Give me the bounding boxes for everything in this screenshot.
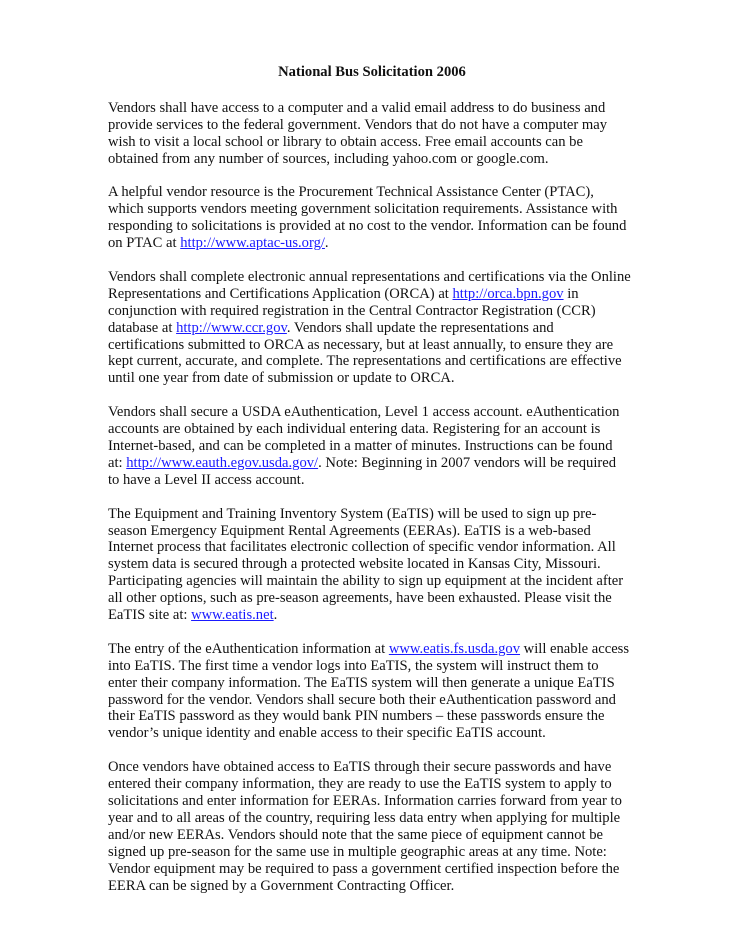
text-line: password for the vendor. Vendors shall secure both their eAuthentication password and bbox=[108, 691, 616, 708]
ptac-link[interactable]: http://www.aptac-us.org/ bbox=[180, 235, 325, 252]
text-line: to have a Level II access account. bbox=[108, 471, 305, 488]
paragraph-orca bbox=[108, 269, 636, 387]
text-line: A helpful vendor resource is the Procurement Technical Assistance Center (PTAC), bbox=[108, 184, 594, 201]
ccr-link[interactable]: http://www.ccr.gov bbox=[176, 319, 287, 336]
text-line: season Emergency Equipment Rental Agreements (EERAs). EaTIS is a web-based bbox=[108, 522, 591, 539]
text-line: Vendor equipment may be required to pass a government certified inspection before the bbox=[108, 860, 620, 877]
text-line: certifications submitted to ORCA as necessary, but at least annually, to ensure they are bbox=[108, 336, 614, 353]
text-line bbox=[108, 607, 636, 624]
text-line: vendor’s unique identity and enable access to their specific EaTIS account. bbox=[108, 725, 546, 742]
text-line: signed up pre-season for the same use in multiple geographic areas at any time. Note: bbox=[108, 843, 607, 860]
text-line: responding to solicitations is provided at no cost to the vendor. Information can be found bbox=[108, 218, 627, 235]
text-line: The Equipment and Training Inventory System (EaTIS) will be used to sign up pre- bbox=[108, 505, 597, 522]
text-segment: EaTIS site at: bbox=[108, 607, 192, 624]
text-line bbox=[108, 641, 636, 658]
text-segment: . bbox=[324, 235, 329, 252]
text-line: Once vendors have obtained access to EaTIS through their secure passwords and have bbox=[108, 759, 612, 776]
text-segment: . Note: Beginning in 2007 vendors will be required bbox=[318, 454, 617, 471]
text-line: kept current, accurate, and complete. The representations and certifications are effective bbox=[108, 353, 622, 370]
text-line: their EaTIS password as they would bank PIN numbers – these passwords ensure the bbox=[108, 708, 605, 725]
text-segment: The entry of the eAuthentication information at bbox=[108, 640, 389, 657]
paragraph-eatis-access bbox=[108, 641, 636, 742]
text-line bbox=[108, 235, 636, 252]
text-line: Vendors shall secure a USDA eAuthentication, Level 1 access account. eAuthentication bbox=[108, 404, 620, 421]
text-segment: on PTAC at bbox=[108, 235, 181, 252]
text-line: accounts are obtained by each individual entering data. Registering for an account is bbox=[108, 421, 601, 438]
text-line: EERA can be signed by a Government Contracting Officer. bbox=[108, 877, 455, 894]
text-segment: Representations and Certifications Application (ORCA) at bbox=[108, 285, 453, 302]
text-line: provide services to the federal government. Vendors that do not have a computer may bbox=[108, 116, 608, 133]
paragraph-ptac bbox=[108, 184, 636, 252]
document-page bbox=[108, 64, 636, 911]
text-segment: . Vendors shall update the representations and bbox=[286, 319, 554, 336]
text-line: Vendors shall have access to a computer and a valid email address to do business and bbox=[108, 99, 606, 116]
text-line: obtained from any number of sources, including yahoo.com or google.com. bbox=[108, 150, 549, 167]
text-line: year and to all areas of the country, requiring less data entry when applying for multiple bbox=[108, 809, 621, 826]
paragraph-email-access bbox=[108, 100, 636, 168]
text-line: all other options, such as pre-season agreements, have been exhausted. Please visit the bbox=[108, 590, 612, 607]
text-line: Vendors shall complete electronic annual representations and certifications via the Online bbox=[108, 268, 631, 285]
paragraph-eatis bbox=[108, 506, 636, 624]
document-title: National Bus Solicitation 2006 bbox=[278, 64, 466, 80]
paragraph-eauthentication bbox=[108, 404, 636, 489]
text-segment: in bbox=[563, 285, 579, 302]
text-segment: . bbox=[273, 607, 278, 624]
text-line: wish to visit a local school or library to obtain access. Free email accounts can be bbox=[108, 133, 583, 150]
text-line: Internet-based, and can be completed in a matter of minutes. Instructions can be found bbox=[108, 437, 613, 454]
orca-link[interactable]: http://orca.bpn.gov bbox=[452, 285, 564, 302]
text-line bbox=[108, 320, 636, 337]
paragraph-eeras bbox=[108, 759, 636, 894]
text-line: into EaTIS. The first time a vendor logs into EaTIS, the system will instruct them to bbox=[108, 657, 599, 674]
text-line: enter their company information. The EaTIS system will then generate a unique EaTIS bbox=[108, 674, 615, 691]
eauth-link[interactable]: http://www.eauth.egov.usda.gov/ bbox=[126, 454, 319, 471]
text-line: until one year from date of submission or update to ORCA. bbox=[108, 370, 455, 387]
text-line: entered their company information, they are ready to use the EaTIS system to apply to bbox=[108, 776, 612, 793]
text-segment: database at bbox=[108, 319, 177, 336]
eatis-link[interactable]: www.eatis.net bbox=[191, 607, 274, 624]
text-line: which supports vendors meeting government solicitation requirements. Assistance with bbox=[108, 201, 618, 218]
text-line: and/or new EERAs. Vendors should note that the same piece of equipment cannot be bbox=[108, 826, 603, 843]
text-line bbox=[108, 455, 636, 472]
text-line: system data is secured through a protected website located in Kansas City, Missouri. bbox=[108, 556, 601, 573]
text-line bbox=[108, 286, 636, 303]
text-line: Participating agencies will maintain the ability to sign up equipment at the incident after bbox=[108, 573, 624, 590]
eatis-fs-link[interactable]: www.eatis.fs.usda.gov bbox=[388, 640, 521, 657]
text-line: solicitations and enter information for EERAs. Information carries forward from year to bbox=[108, 792, 622, 809]
text-line: conjunction with required registration in the Central Contractor Registration (CCR) bbox=[108, 302, 596, 319]
text-line: Internet process that facilitates electronic collection of specific vendor information. All bbox=[108, 539, 616, 556]
text-segment: at: bbox=[108, 454, 127, 471]
text-segment: will enable access bbox=[520, 640, 630, 657]
